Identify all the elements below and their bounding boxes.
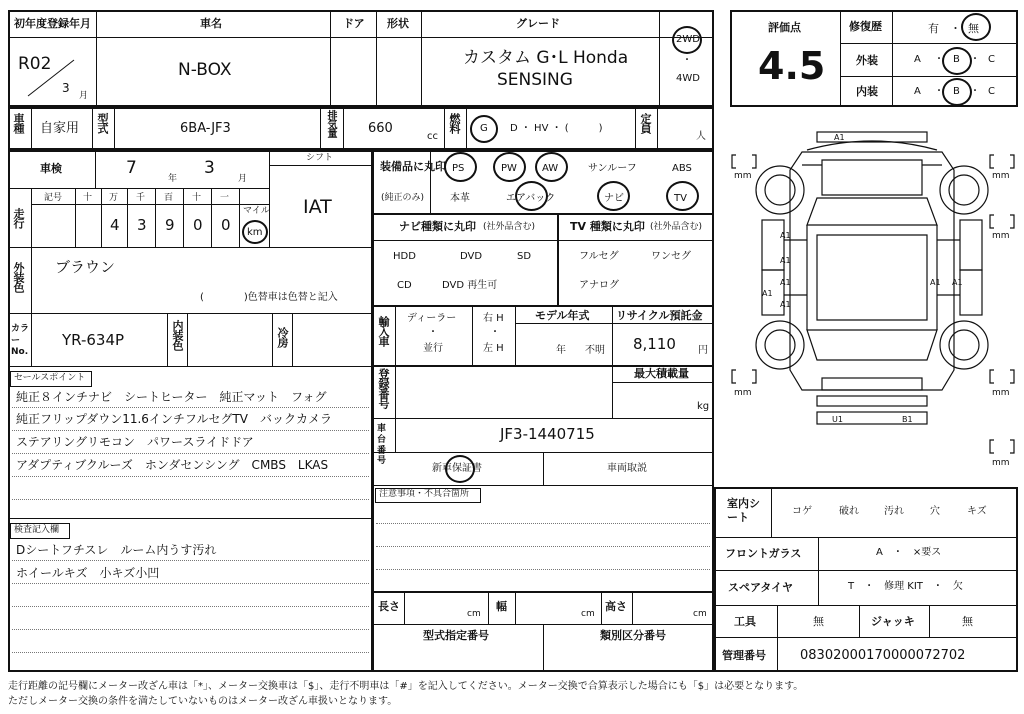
grade-c: C — [988, 54, 995, 65]
navi-hdd: HDD — [393, 251, 416, 262]
unknown: 不明 — [585, 345, 605, 356]
color-code-label: カラーNo. — [11, 324, 30, 358]
sales-line: 純正フリップダウン11.6インチフルセグTV バックカメラ — [16, 412, 332, 426]
navi-label: ナビ種類に丸印 — [399, 220, 476, 233]
divider — [269, 165, 373, 166]
divider — [155, 188, 156, 247]
exterior-label: 外装 — [856, 54, 878, 67]
tv-sub: (社外品含む) — [650, 222, 703, 232]
ruled-line — [12, 583, 369, 584]
fuel-options: D ・ HV ・ ( ) — [510, 123, 603, 134]
divider — [372, 213, 714, 215]
separator: ・ — [428, 327, 438, 338]
equip-pw: PW — [501, 163, 517, 174]
use-value: 自家用 — [40, 121, 80, 136]
inspect-note-line: Dシートフチスレ ルーム内うす汚れ — [16, 543, 217, 557]
mm-label: mm — [734, 388, 752, 398]
ruled-line — [12, 453, 369, 454]
divider — [372, 485, 714, 486]
grade-b: B — [953, 54, 960, 65]
inspection-label: 車検 — [40, 162, 62, 175]
divider — [101, 188, 102, 247]
divider — [211, 188, 212, 247]
divider — [892, 10, 893, 107]
color-note: ( )色替車は色替と記入 — [200, 292, 338, 303]
divider — [444, 107, 445, 150]
first-reg-year: R02 — [18, 54, 52, 74]
mile-digit: 0 — [193, 216, 203, 234]
divider — [515, 323, 714, 324]
divider — [659, 10, 660, 107]
drive-4wd: 4WD — [676, 73, 700, 84]
tools-value: 無 — [813, 615, 824, 628]
model-year-label: モデル年式 — [535, 309, 590, 322]
seat-opt: 汚れ — [884, 506, 904, 517]
grade-c: C — [988, 86, 995, 97]
max-load-label: 最大積載量 — [634, 367, 689, 380]
divider — [31, 188, 32, 247]
divider — [632, 591, 633, 624]
footer-note: ただしメーター交換の条件を満たしていないものはメーター改ざん車扱いとなります。 — [8, 696, 398, 707]
damage-mark: A1 — [952, 278, 963, 287]
divider — [372, 591, 714, 593]
divider — [127, 188, 128, 247]
ruled-line — [376, 569, 710, 570]
divider — [187, 313, 188, 366]
divider — [92, 107, 93, 150]
category-number-label: 類別区分番号 — [600, 629, 666, 642]
divider — [372, 240, 714, 241]
management-number-value: 08302000170000072702 — [800, 648, 966, 663]
inspection-year: 7 — [126, 158, 137, 178]
divider — [372, 305, 714, 307]
equipment-label: 装備品に丸印 — [380, 160, 446, 173]
divider — [840, 10, 841, 107]
mile-col-label: 百 — [164, 193, 174, 203]
separator: ・ — [934, 86, 944, 97]
damage-mark: A1 — [834, 133, 845, 142]
divider — [239, 188, 240, 247]
model-label: 型式 — [96, 113, 109, 133]
divider — [777, 605, 778, 637]
grade-line1: カスタム G･L Honda — [463, 48, 629, 68]
mile-col-label: 十 — [83, 193, 93, 203]
height-label: 高さ — [605, 600, 627, 613]
divider — [472, 305, 473, 365]
month-unit: 月 — [79, 91, 89, 101]
navi-sub: (社外品含む) — [483, 222, 536, 232]
warranty-label: 新車保証書 — [432, 463, 482, 474]
inspection-month: 3 — [204, 158, 215, 178]
divider — [612, 305, 613, 365]
divider — [8, 37, 714, 38]
mile-col-label: 記号 — [44, 193, 63, 203]
divider — [395, 365, 396, 418]
jack-label: ジャッキ — [871, 615, 915, 628]
model-value: 6BA-JF3 — [180, 121, 231, 136]
repair-yes: 有 — [928, 22, 939, 35]
mile-unit-label: マイル — [243, 206, 270, 216]
mile-digit: 3 — [137, 216, 147, 234]
divider — [167, 313, 168, 366]
seat-opt: コゲ — [792, 506, 812, 517]
divider — [31, 204, 269, 205]
color-code-value: YR-634P — [62, 331, 125, 349]
sales-line: ステアリングリモコン パワースライドドア — [16, 435, 254, 449]
manual-label: 車両取説 — [607, 463, 647, 474]
divider — [929, 605, 930, 637]
month-unit: 月 — [238, 174, 248, 184]
ac-label: 冷房 — [276, 327, 289, 347]
mileage-label: 走行 — [12, 208, 25, 228]
recycle-label: リサイクル預託金 — [616, 309, 703, 322]
circle-mark — [445, 455, 475, 483]
divider — [466, 107, 467, 150]
circle-mark — [515, 181, 548, 211]
mm-label: mm — [992, 458, 1010, 468]
mile-col-label: 十 — [192, 193, 202, 203]
divider — [404, 591, 405, 624]
interior-seat-label: 室内シート — [727, 497, 760, 525]
divider — [75, 188, 76, 247]
divider — [635, 107, 636, 150]
divider — [612, 365, 613, 418]
circle-mark — [942, 78, 972, 106]
ruled-line — [376, 546, 710, 547]
jack-value: 無 — [962, 615, 973, 628]
grade-a: A — [914, 86, 921, 97]
equip-navi: ナビ — [604, 193, 624, 204]
divider — [771, 487, 772, 537]
divider — [376, 10, 377, 107]
exterior-color-value: ブラウン — [55, 258, 116, 276]
damage-mark: B1 — [902, 415, 913, 424]
tv-oneseg: ワンセグ — [651, 251, 691, 262]
damage-mark: A1 — [780, 278, 791, 287]
repair-label: 修復歴 — [849, 20, 882, 33]
divider — [395, 418, 396, 452]
mm-label: mm — [992, 171, 1010, 181]
damage-mark: U1 — [832, 415, 843, 424]
ruled-line — [12, 652, 369, 653]
divider — [372, 418, 714, 419]
divider — [330, 10, 331, 107]
divider — [8, 366, 373, 367]
circle-mark — [535, 152, 568, 182]
first-reg-month: 3 — [62, 81, 70, 95]
spare-tire-opts: T ・ 修理 KIT ・ 欠 — [848, 581, 963, 592]
divider — [8, 313, 373, 314]
circle-mark — [961, 13, 991, 41]
equip-abs: ABS — [672, 163, 692, 174]
divider — [543, 624, 544, 672]
divider — [343, 107, 344, 150]
spare-tire-label: スペアタイヤ — [728, 581, 794, 594]
import-rh: 右 H — [483, 313, 504, 324]
sales-line: アダプティブクルーズ ホンダセンシング CMBS LKAS — [16, 458, 329, 472]
chassis-label: 車台番号 — [377, 424, 387, 467]
capacity-label: 定員 — [639, 113, 652, 133]
equip-leather: 本革 — [450, 193, 470, 204]
mile-digit: 0 — [221, 216, 231, 234]
tv-fullseg: フルセグ — [579, 251, 619, 262]
left-column-box — [8, 150, 373, 672]
displacement-label: 排気量 — [325, 110, 336, 137]
import-label: 輸入車 — [377, 316, 390, 346]
divider — [114, 107, 115, 150]
registration-label: 登録番号 — [377, 368, 390, 408]
use-label: 車種 — [12, 113, 25, 133]
ruled-line — [12, 499, 369, 500]
divider — [515, 591, 516, 624]
circle-mark — [942, 47, 972, 75]
divider — [859, 605, 860, 637]
windshield-opts: A ・ ×要ス — [876, 547, 942, 558]
width-label: 幅 — [496, 600, 507, 613]
displacement-unit: cc — [427, 131, 438, 142]
sales-line: 純正８インチナビ シートヒーター 純正マット フォグ — [16, 390, 327, 404]
ruled-line — [376, 523, 710, 524]
divider — [840, 43, 1018, 44]
damage-mark: A1 — [762, 289, 773, 298]
equipment-sub: (純正のみ) — [381, 193, 425, 203]
ruled-line — [12, 476, 369, 477]
fuel-label: 燃料 — [448, 113, 461, 133]
cm-unit: cm — [693, 609, 707, 619]
cm-unit: cm — [467, 609, 481, 619]
divider — [272, 313, 273, 366]
mm-label: mm — [734, 171, 752, 181]
equip-sunroof: サンルーフ — [588, 163, 637, 174]
damage-mark: A1 — [780, 231, 791, 240]
import-dealer: ディーラー — [407, 313, 457, 324]
mile-col-label: 万 — [109, 193, 119, 203]
divider — [95, 150, 96, 188]
score-value: 4.5 — [758, 44, 826, 88]
management-number-label: 管理番号 — [722, 649, 766, 662]
divider — [8, 518, 373, 519]
score-label: 評価点 — [768, 21, 801, 34]
damage-mark: A1 — [930, 278, 941, 287]
equip-tv: TV — [674, 193, 687, 204]
kg-unit: kg — [697, 401, 710, 412]
drive-2wd: 2WD — [676, 34, 700, 45]
recycle-value: 8,110 — [633, 335, 676, 353]
tools-label: 工具 — [734, 615, 756, 628]
fuel-g: G — [480, 123, 488, 134]
equip-ps: PS — [452, 163, 465, 174]
tv-label: TV 種類に丸印 — [570, 220, 645, 233]
car-diagram — [722, 120, 1022, 490]
sales-label: セールスポイント — [14, 373, 86, 383]
divider — [96, 10, 97, 107]
navi-dvd: DVD — [460, 251, 483, 262]
circle-mark — [444, 152, 477, 182]
divider — [601, 591, 602, 624]
capacity-unit: 人 — [696, 131, 706, 142]
chassis-value: JF3-1440715 — [500, 425, 595, 443]
divider — [657, 107, 658, 150]
equip-airbag: エアバック — [506, 193, 556, 204]
equip-aw: AW — [542, 163, 559, 174]
ruled-line — [12, 407, 369, 408]
tv-analog: アナログ — [579, 280, 619, 291]
circle-mark — [666, 181, 699, 211]
mile-digit: 4 — [110, 216, 120, 234]
import-lh: 左 H — [483, 343, 504, 354]
exterior-color-label: 外装色 — [12, 262, 25, 292]
windshield-label: フロントガラス — [725, 547, 802, 560]
divider — [183, 188, 184, 247]
door-label: ドア — [343, 17, 365, 30]
divider — [840, 76, 1018, 77]
divider — [31, 247, 32, 366]
ruled-line — [12, 430, 369, 431]
mm-label: mm — [992, 388, 1010, 398]
divider — [320, 107, 321, 150]
shift-label: シフト — [306, 153, 334, 163]
inspect-note-line: ホイールキズ 小キズ小凹 — [16, 566, 160, 580]
drive-sep: ・ — [682, 55, 692, 66]
caution-label: 注意事項・不具合箇所 — [379, 489, 470, 499]
year-unit: 年 — [168, 174, 178, 184]
recycle-unit: 円 — [698, 345, 708, 356]
km-unit: km — [247, 227, 263, 238]
divider — [543, 452, 544, 485]
shift-value: IAT — [303, 196, 332, 218]
divider — [8, 188, 269, 189]
damage-mark: A1 — [780, 300, 791, 309]
separator: ・ — [970, 54, 980, 65]
navi-dvd-play: DVD 再生可 — [442, 280, 498, 291]
cm-unit: cm — [581, 609, 595, 619]
divider — [714, 570, 1018, 571]
divider — [714, 605, 1018, 606]
divider — [421, 10, 422, 107]
divider — [515, 305, 516, 365]
type-designation-label: 型式指定番号 — [423, 629, 489, 642]
divider — [818, 537, 819, 605]
divider — [488, 591, 489, 624]
interior-label: 内装 — [856, 85, 878, 98]
divider — [31, 107, 32, 150]
footer-note: 走行距離の記号欄にメーター改ざん車は「*」、メーター交換車は「$」、走行不明車は「#」を記入してください。メーター交換で合算表示した場合にも「$」は必要となります。 — [8, 681, 804, 692]
interior-color-label: 内装色 — [171, 320, 184, 350]
grade-a: A — [914, 54, 921, 65]
mile-digit: 9 — [165, 216, 175, 234]
divider — [714, 537, 1018, 538]
separator: ・ — [490, 327, 500, 338]
ruled-line — [12, 606, 369, 607]
car-name-label: 車名 — [200, 17, 222, 30]
length-label: 長さ — [378, 600, 400, 613]
separator: ・ — [970, 86, 980, 97]
circle-mark — [470, 115, 498, 143]
ruled-line — [12, 560, 369, 561]
divider — [292, 313, 293, 366]
divider — [714, 637, 1018, 638]
shape-label: 形状 — [387, 17, 409, 30]
navi-sd: SD — [517, 251, 532, 262]
first-reg-label: 初年度登録年月 — [14, 17, 91, 30]
divider — [557, 213, 559, 306]
car-name: N-BOX — [178, 60, 232, 80]
mile-col-label: 一 — [220, 193, 230, 203]
divider — [612, 382, 714, 383]
separator: ・ — [950, 22, 961, 35]
navi-cd: CD — [397, 280, 412, 291]
divider — [777, 637, 778, 672]
damage-mark: A1 — [780, 256, 791, 265]
divider — [8, 247, 373, 248]
circle-mark — [493, 152, 526, 182]
year-unit: 年 — [556, 345, 566, 356]
circle-mark — [242, 220, 268, 244]
inspect-notes-label: 検査記入欄 — [14, 525, 60, 535]
repair-no: 無 — [968, 22, 979, 35]
displacement-value: 660 — [368, 121, 393, 136]
ruled-line — [12, 629, 369, 630]
divider — [395, 305, 396, 365]
import-parallel: 並行 — [423, 343, 443, 354]
grade-b: B — [953, 86, 960, 97]
seat-opt: 破れ — [839, 506, 859, 517]
seat-opt: 穴 — [930, 506, 940, 517]
grade-line2: SENSING — [497, 70, 573, 90]
seat-opt: キズ — [967, 506, 987, 517]
circle-mark — [597, 181, 630, 211]
grade-label: グレード — [516, 17, 560, 30]
mile-col-label: 千 — [136, 193, 146, 203]
separator: ・ — [934, 54, 944, 65]
mm-label: mm — [992, 231, 1010, 241]
